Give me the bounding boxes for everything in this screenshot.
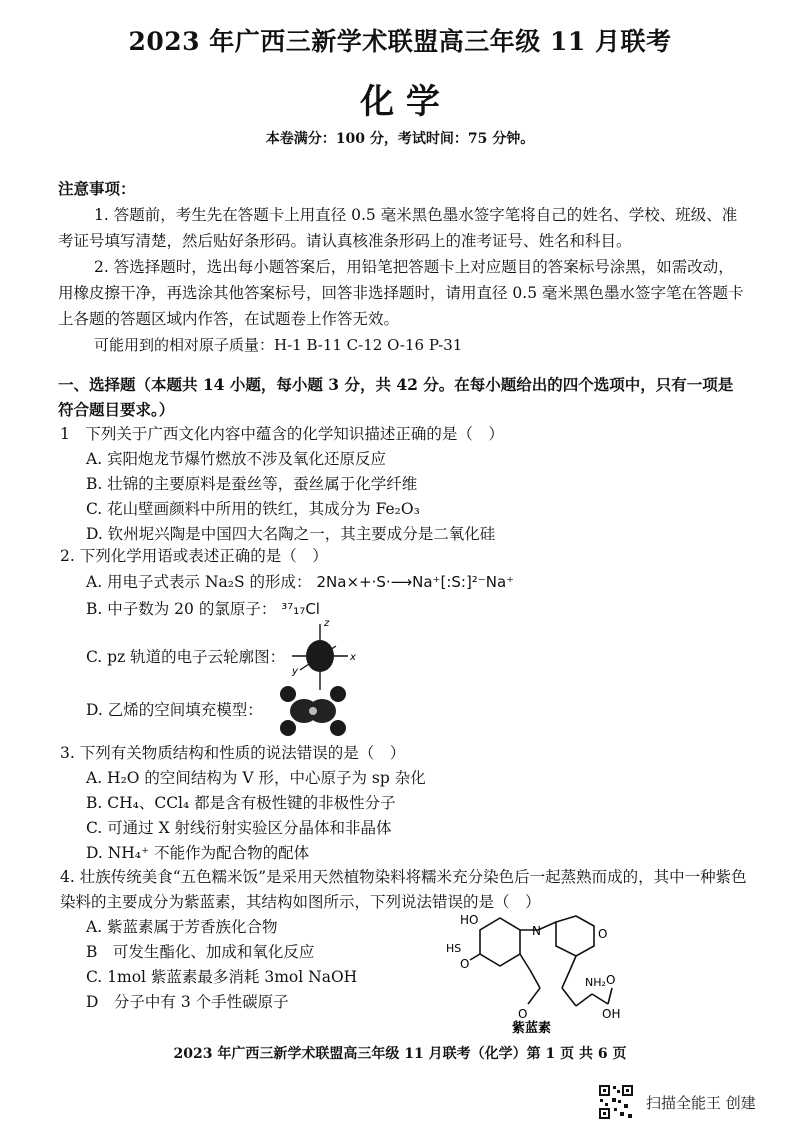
scanner-text: 扫描全能王 创建 xyxy=(646,1094,756,1112)
option-c: C. pz 轨道的电子云轮廓图： xyxy=(86,648,286,666)
bond xyxy=(530,970,540,988)
bond xyxy=(576,994,592,1006)
ziganlansu-structure xyxy=(440,908,660,1034)
bond xyxy=(608,988,612,1004)
bond xyxy=(470,954,480,960)
option-d: D 分子中有 3 个手性碳原子 xyxy=(86,993,289,1011)
axis-label-z: z xyxy=(324,618,330,629)
option-b: B. 中子数为 20 的氯原子： xyxy=(86,600,277,618)
scanner-watermark xyxy=(598,1084,788,1120)
option-a-row xyxy=(60,570,514,595)
hydrogen-atom xyxy=(280,720,296,736)
question-stem: 4. 壮族传统美食“五色糯米饭”是采用天然植物染料将糯米充分染色后一起蒸熟而成的，其中一种紫色染料的主要成分为紫蓝素，其结构如图所示，下列说法错误的是（ ） xyxy=(60,868,747,911)
bond xyxy=(570,956,576,970)
ethylene-model xyxy=(272,682,354,740)
exam-title: 2023 年广西三新学术联盟高三年级 11 月联考 xyxy=(128,27,672,56)
hydrogen-atom xyxy=(280,686,296,702)
bond xyxy=(520,954,530,970)
bond-highlight xyxy=(309,707,317,715)
bond xyxy=(562,970,570,988)
bond xyxy=(528,988,540,1004)
atom-label: NH₂ xyxy=(585,976,606,989)
orbital-lobe xyxy=(306,640,334,672)
bond xyxy=(562,988,576,1006)
electron-formula: 2Na×+·S·⟶Na⁺[:S:]²⁻Na⁺ xyxy=(316,573,515,591)
notes-block xyxy=(58,176,748,358)
option-d-row xyxy=(60,698,263,723)
atom-label: O xyxy=(606,973,616,987)
hydrogen-atom xyxy=(330,720,346,736)
quinone-ring xyxy=(556,916,594,956)
option-b: B. 壮锦的主要原料是蚕丝等，蚕丝属于化学纤维 xyxy=(86,475,418,493)
section-heading: 一、选择题（本题共 14 小题，每小题 3 分，共 42 分。在每小题给出的四个选项中，只有一项是符合题目要求。） xyxy=(58,375,734,419)
note-item-1: 1. 答题前，考生先在答题卡上用直径 0.5 毫米黑色墨水签字笔将自己的姓名、学校、班级、准考证号填写清楚，然后贴好条形码。请认真核准条形码上的准考证号、姓名和科目。 xyxy=(58,206,738,250)
option-b: B. CH₄、CCl₄ 都是含有极性键的非极性分子 xyxy=(86,794,396,812)
option-a: A. 紫蓝素属于芳香族化合物 xyxy=(86,918,278,936)
axis-label-y: y xyxy=(292,666,298,677)
atom-label: HO xyxy=(460,913,479,927)
benzene-ring xyxy=(480,918,520,966)
question-1 xyxy=(60,422,750,547)
question-stem: 3. 下列有关物质结构和性质的说法错误的是（ ） xyxy=(60,744,406,762)
option-a: A. 宾阳炮龙节爆竹燃放不涉及氧化还原反应 xyxy=(86,450,387,468)
subject-title: 化 学 xyxy=(360,82,440,122)
atomic-masses: 可能用到的相对原子质量：H-1 B-11 C-12 O-16 P-31 xyxy=(94,336,463,354)
option-a: A. 用电子式表示 Na₂S 的形成： xyxy=(86,573,312,591)
atom-label: HS xyxy=(446,942,462,955)
atom-label: O xyxy=(518,1007,528,1021)
chlorine-isotope: ³⁷₁₇Cl xyxy=(281,600,320,618)
structure-caption: 紫蓝素 xyxy=(512,1021,552,1034)
question-stem: 2. 下列化学用语或表述正确的是（ ） xyxy=(60,547,328,565)
atom-label: N xyxy=(532,924,541,938)
option-d: D. 乙烯的空间填充模型： xyxy=(86,701,263,719)
question-4-options xyxy=(60,915,420,1015)
question-stem: 1 下列关于广西文化内容中蕴含的化学知识描述正确的是（ ） xyxy=(60,425,504,443)
qr-code-icon xyxy=(598,1084,634,1120)
exam-meta: 本卷满分：100 分，考试时间：75 分钟。 xyxy=(265,131,535,147)
hydrogen-atom xyxy=(330,686,346,702)
option-d: D. 钦州坭兴陶是中国四大名陶之一，其主要成分是二氧化硅 xyxy=(86,525,496,543)
pz-orbital-figure xyxy=(284,618,364,692)
question-2 xyxy=(60,544,750,569)
atom-label: O xyxy=(598,927,608,941)
option-b-row xyxy=(60,597,320,622)
note-item-2: 2. 答选择题时，选出每小题答案后，用铅笔把答题卡上对应题目的答案标号涂黑，如需改动，用橡皮擦干净，再选涂其他答案标号，回答非选择题时，请用直径 0.5 毫米黑色墨水签字笔在答题卡上各题的答题区域内作答，在试题卷上作答无效。 xyxy=(58,258,744,328)
option-d: D. NH₄⁺ 不能作为配合物的配体 xyxy=(86,844,310,862)
option-c: C. 1mol 紫蓝素最多消耗 3mol NaOH xyxy=(86,968,358,986)
atom-label: OH xyxy=(602,1007,621,1021)
bond xyxy=(592,994,608,1004)
notes-heading: 注意事项： xyxy=(58,179,136,198)
question-3 xyxy=(60,741,750,866)
atom-label: O xyxy=(460,957,470,971)
option-c: C. 花山壁画颜料中所用的铁红，其成分为 Fe₂O₃ xyxy=(86,500,420,518)
option-c-row xyxy=(60,645,285,670)
option-b: B 可发生酯化、加成和氧化反应 xyxy=(86,943,315,961)
option-c: C. 可通过 X 射线衍射实验区分晶体和非晶体 xyxy=(86,819,392,837)
option-a: A. H₂O 的空间结构为 V 形，中心原子为 sp 杂化 xyxy=(86,769,426,787)
page-footer: 2023 年广西三新学术联盟高三年级 11 月联考（化学）第 1 页 共 6 页 xyxy=(173,1046,627,1062)
axis-label-x: x xyxy=(350,652,356,663)
